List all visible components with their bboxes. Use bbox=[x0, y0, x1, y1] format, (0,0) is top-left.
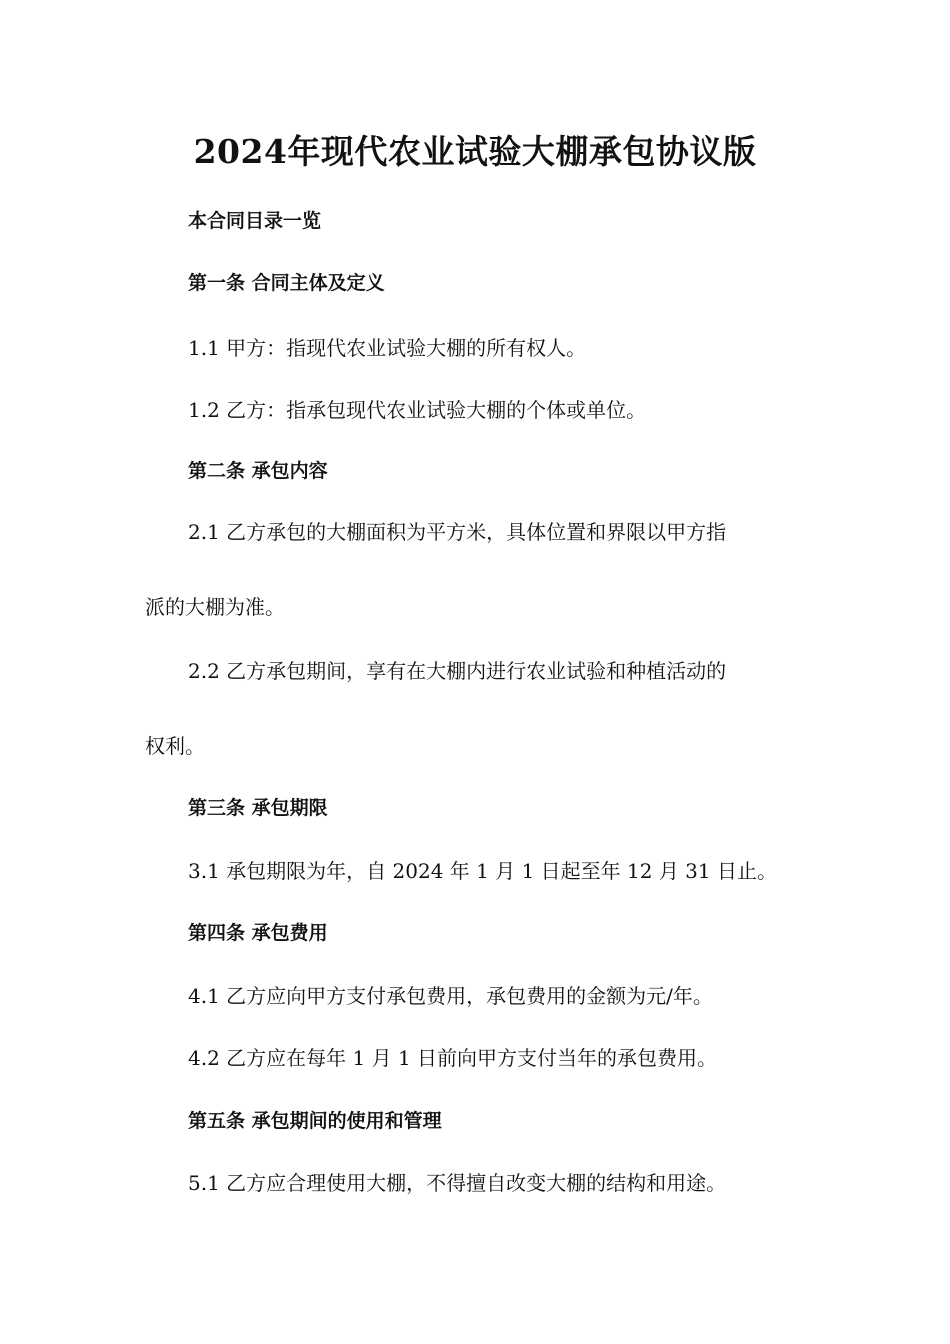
clause-1-1: 1.1 甲方：指现代农业试验大棚的所有权人。 bbox=[188, 336, 587, 360]
clause-2-2-line-2: 权利。 bbox=[145, 734, 205, 758]
article-3-heading: 第三条 承包期限 bbox=[188, 797, 328, 819]
article-5-heading: 第五条 承包期间的使用和管理 bbox=[188, 1110, 442, 1132]
article-2-heading: 第二条 承包内容 bbox=[188, 460, 328, 482]
clause-2-1-line-2: 派的大棚为准。 bbox=[145, 595, 285, 619]
clause-1-2: 1.2 乙方：指承包现代农业试验大棚的个体或单位。 bbox=[188, 398, 647, 422]
clause-5-1: 5.1 乙方应合理使用大棚，不得擅自改变大棚的结构和用途。 bbox=[188, 1171, 727, 1195]
article-1-heading: 第一条 合同主体及定义 bbox=[188, 272, 385, 294]
clause-4-1: 4.1 乙方应向甲方支付承包费用，承包费用的金额为元/年。 bbox=[188, 984, 713, 1008]
clause-3-1: 3.1 承包期限为年，自 2024 年 1 月 1 日起至年 12 月 31 日止。 bbox=[188, 859, 777, 883]
article-4-heading: 第四条 承包费用 bbox=[188, 922, 328, 944]
clause-2-1-line-1: 2.1 乙方承包的大棚面积为平方米，具体位置和界限以甲方指 bbox=[188, 520, 727, 544]
clause-4-2: 4.2 乙方应在每年 1 月 1 日前向甲方支付当年的承包费用。 bbox=[188, 1046, 718, 1070]
clause-2-2-line-1: 2.2 乙方承包期间，享有在大棚内进行农业试验和种植活动的 bbox=[188, 659, 727, 683]
document-title: 2024年现代农业试验大棚承包协议版 bbox=[193, 132, 757, 171]
toc-heading: 本合同目录一览 bbox=[188, 210, 322, 232]
